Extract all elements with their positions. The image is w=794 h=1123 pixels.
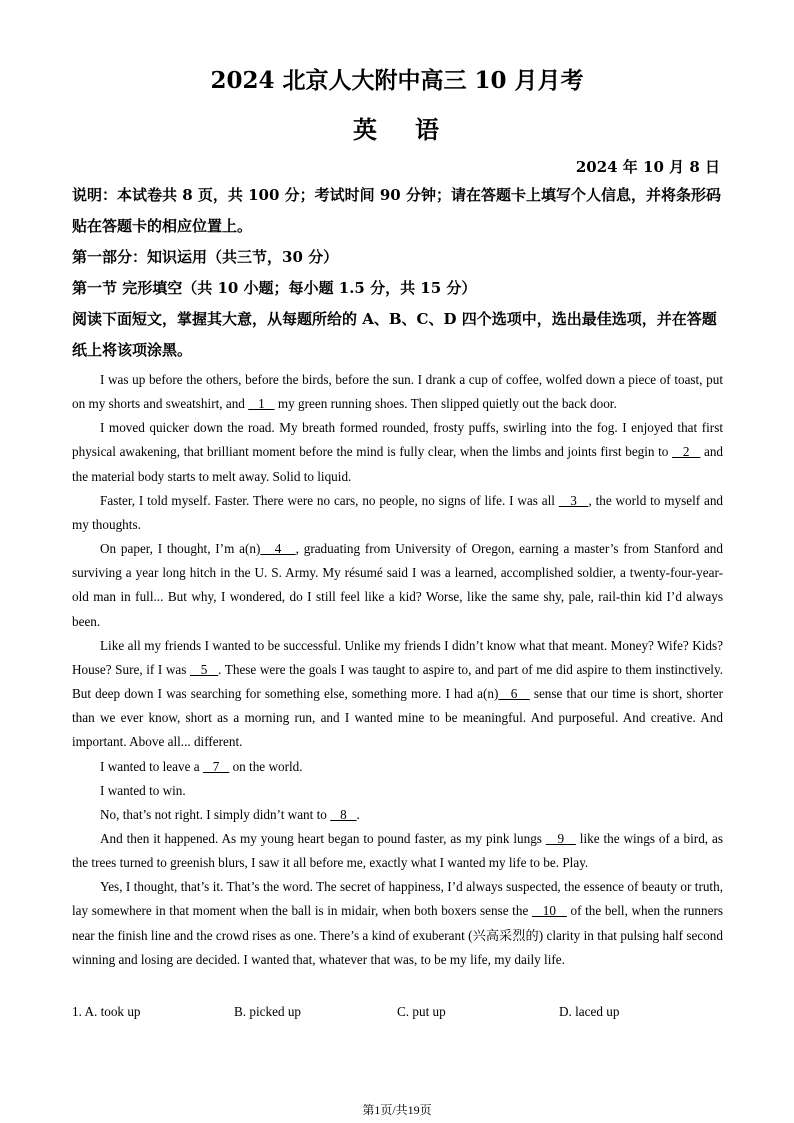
paragraph — [72, 755, 723, 779]
blank-10: 10 — [531, 903, 567, 919]
blank-7: 7 — [202, 758, 230, 774]
paragraph: I wanted to win. — [100, 782, 186, 798]
text: . — [356, 806, 360, 822]
option-b[interactable]: B. picked up — [234, 1004, 302, 1019]
text: sense that our time is short, shorter than we ever know, short as a morning run, and I wanted mine to be meaningful. And purposeful. And creative. And important. Above all... different. — [72, 686, 723, 750]
text: and the material body starts to melt away. Solid to liquid. — [72, 444, 724, 484]
text: like the wings of a bird, as the trees turned to greenish blurs, I saw it all before me, exactly what I wanted my life to be. Play. — [72, 830, 723, 871]
subject-char-2: 语 — [415, 115, 441, 144]
cloze-passage — [72, 368, 723, 972]
text: I wanted to leave a — [100, 758, 203, 774]
text: , graduating from University of Oregon, earning a master’s from Stanford and surviving a year long hitch in the U. S. Army. My résumé said I was a learned, accomplished soldier, a twenty-four-year-old man in full... But why, I wondered, do I still feel like a kid? Worse, like the same shy, pale, rail-thin kid I’d always been. — [72, 541, 723, 629]
part-heading: 第一部分：知识运用（共三节，30 分） — [72, 248, 339, 266]
paragraph — [72, 827, 723, 875]
paragraph — [72, 489, 723, 537]
paragraph — [72, 875, 723, 972]
blank-8: 8 — [330, 806, 357, 822]
text: of the bell, when the runners near the finish line and the crowd rises as one. There’s a kind of exuberant (兴高采烈的) clarity in that pulsing half second winning and losing are decided. I wanted that, whatever that was, to be my life, my daily life. — [72, 903, 723, 967]
text: I was up before the others, before the birds, before the sun. I drank a cup of coffee, wolfed down a piece of toast, put on my shorts and sweatshirt, and — [72, 372, 723, 412]
exam-date: 2024 年 10 月 8 日 — [575, 158, 720, 176]
paragraph — [72, 634, 723, 755]
paragraph — [72, 537, 723, 634]
section-directions: 阅读下面短文，掌握其大意，从每题所给的 A、B、C、D 四个选项中，选出最佳选项，并在答题纸上将该项涂黑。 — [72, 310, 717, 359]
subject-title — [0, 110, 794, 145]
text: Like all my friends I wanted to be successful. Unlike my friends I didn’t know what that meant. Money? Wife? Kids? House? Sure, if I was — [72, 637, 723, 677]
text: Yes, I thought, that’s it. That’s the word. The secret of happiness, I’d always suspected, the essence of beauty or truth, lay somewhere in that moment when the ball is in midair, when both boxers sense the — [72, 879, 723, 919]
text: Faster, I told myself. Faster. There were no cars, no people, no signs of life. I was all — [100, 492, 559, 508]
paragraph — [72, 368, 723, 416]
text: And then it happened. As my young heart began to pound faster, as my pink lungs — [100, 830, 546, 846]
option-a[interactable]: 1. A. took up — [72, 1004, 141, 1019]
exam-note: 说明：本试卷共 8 页，共 100 分；考试时间 90 分钟；请在答题卡上填写个人信息，并将条形码贴在答题卡的相应位置上。 — [72, 186, 721, 235]
text: , the world to myself and my thoughts. — [72, 492, 724, 532]
page-number: 第1页/共19页 — [362, 1103, 432, 1117]
text: I moved quicker down the road. My breath formed rounded, frosty puffs, swirling into the fog. I enjoyed that first physical awakening, that brilliant moment before the mind is fully clear, when the limbs and joints first begin to — [72, 420, 723, 460]
blank-5: 5 — [189, 661, 219, 677]
text: on the world. — [229, 758, 303, 774]
paragraph — [72, 416, 723, 488]
option-d[interactable]: D. laced up — [559, 1004, 620, 1019]
blank-4: 4 — [260, 541, 296, 557]
paragraph — [72, 803, 723, 827]
option-c[interactable]: C. put up — [397, 1004, 446, 1019]
text: No, that’s not right. I simply didn’t want to — [100, 806, 331, 822]
section-heading: 第一节 完形填空（共 10 小题；每小题 1.5 分，共 15 分） — [72, 279, 477, 297]
exam-title: 2024 北京人大附中高三 10 月月考 — [210, 67, 584, 94]
blank-6: 6 — [498, 686, 530, 702]
text: On paper, I thought, I’m a(n) — [100, 541, 261, 557]
text: my green running shoes. Then slipped quietly out the back door. — [274, 396, 617, 412]
blank-3: 3 — [558, 492, 589, 508]
blank-9: 9 — [545, 830, 576, 846]
blank-2: 2 — [672, 444, 701, 460]
blank-1: 1 — [248, 396, 275, 412]
text: . These were the goals I was taught to aspire to, and part of me did aspire to them instinctively. But deep down I was searching for something else, something more. I had a(n) — [72, 661, 723, 702]
subject-char-1: 英 — [353, 115, 379, 144]
